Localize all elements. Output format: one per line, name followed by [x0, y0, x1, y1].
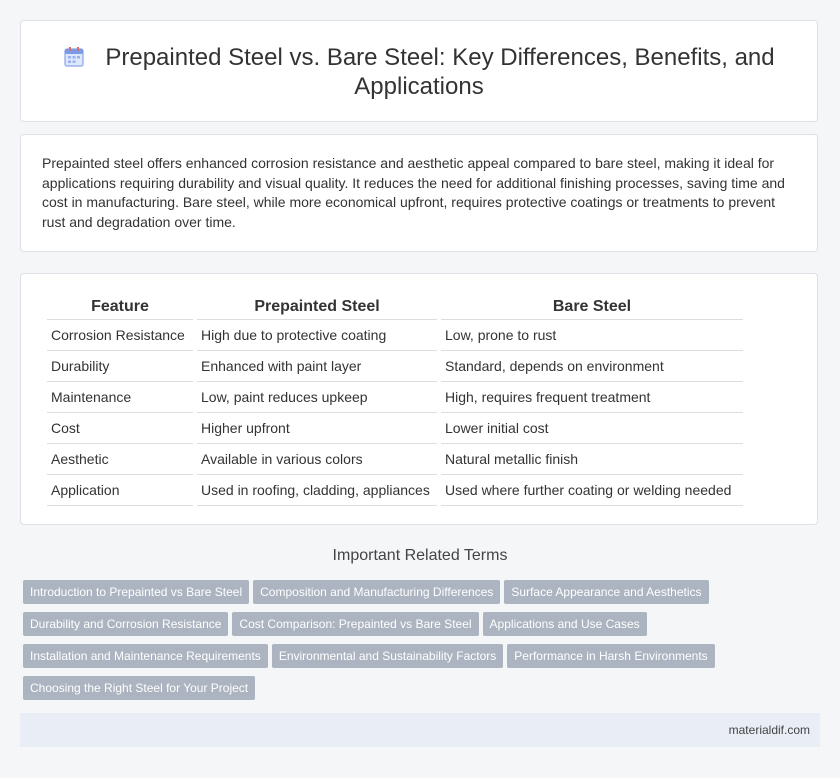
table-cell: Corrosion Resistance [47, 320, 193, 351]
table-cell: High due to protective coating [197, 320, 437, 351]
related-term-tag[interactable]: Surface Appearance and Aesthetics [504, 580, 708, 604]
intro-card [20, 134, 818, 252]
table-cell: Standard, depends on environment [441, 351, 743, 382]
table-cell: Enhanced with paint layer [197, 351, 437, 382]
footer-site-link[interactable]: materialdif.com [728, 723, 810, 737]
related-term-tag[interactable]: Durability and Corrosion Resistance [23, 612, 228, 636]
table-cell: Used in roofing, cladding, appliances [197, 475, 437, 506]
related-term-tag[interactable]: Environmental and Sustainability Factors [272, 644, 503, 668]
intro-paragraph: Prepainted steel offers enhanced corrosion resistance and aesthetic appeal compared to bare steel, making it ideal for applications requiring durability and visual quality. It reduces the need for additional finishing processes, saving time and cost in manufacturing. Bare steel, while more economical upfront, requires protective coatings or treatments to prevent rust and degradation over time. [42, 155, 785, 230]
calendar-icon [63, 46, 85, 68]
related-term-tag[interactable]: Applications and Use Cases [483, 612, 647, 636]
related-term-tag[interactable]: Cost Comparison: Prepainted vs Bare Steel [232, 612, 478, 636]
header-feature: Feature [47, 295, 193, 320]
table-cell: Application [47, 475, 193, 506]
table-cell: Lower initial cost [441, 413, 743, 444]
table-row [47, 413, 743, 444]
table-cell: Low, prone to rust [441, 320, 743, 351]
table-cell: Maintenance [47, 382, 193, 413]
comparison-card [20, 273, 818, 525]
related-term-tag[interactable]: Choosing the Right Steel for Your Project [23, 676, 255, 700]
table-cell: Available in various colors [197, 444, 437, 475]
related-term-tag[interactable]: Introduction to Prepainted vs Bare Steel [23, 580, 249, 604]
table-cell: Durability [47, 351, 193, 382]
table-row [47, 444, 743, 475]
table-row [47, 320, 743, 351]
table-header-row [47, 295, 743, 320]
table-cell: Used where further coating or welding needed [441, 475, 743, 506]
related-term-tag[interactable]: Performance in Harsh Environments [507, 644, 714, 668]
title-card [20, 20, 818, 122]
table-cell: Cost [47, 413, 193, 444]
related-terms-heading: Important Related Terms [332, 547, 508, 564]
table-cell: Higher upfront [197, 413, 437, 444]
comparison-table [43, 295, 747, 506]
page-title: Prepainted Steel vs. Bare Steel: Key Differences, Benefits, and Applications [105, 44, 775, 100]
related-term-tag[interactable]: Composition and Manufacturing Differences [253, 580, 500, 604]
table-cell: Low, paint reduces upkeep [197, 382, 437, 413]
table-cell: Aesthetic [47, 444, 193, 475]
footer [20, 713, 820, 747]
table-row [47, 382, 743, 413]
table-row [47, 475, 743, 506]
table-cell: High, requires frequent treatment [441, 382, 743, 413]
related-term-tag[interactable]: Installation and Maintenance Requirements [23, 644, 268, 668]
page-title-wrap [21, 43, 817, 101]
related-terms-list [23, 580, 803, 708]
table-cell: Natural metallic finish [441, 444, 743, 475]
header-bare: Bare Steel [441, 295, 743, 320]
header-prepainted: Prepainted Steel [197, 295, 437, 320]
table-row [47, 351, 743, 382]
